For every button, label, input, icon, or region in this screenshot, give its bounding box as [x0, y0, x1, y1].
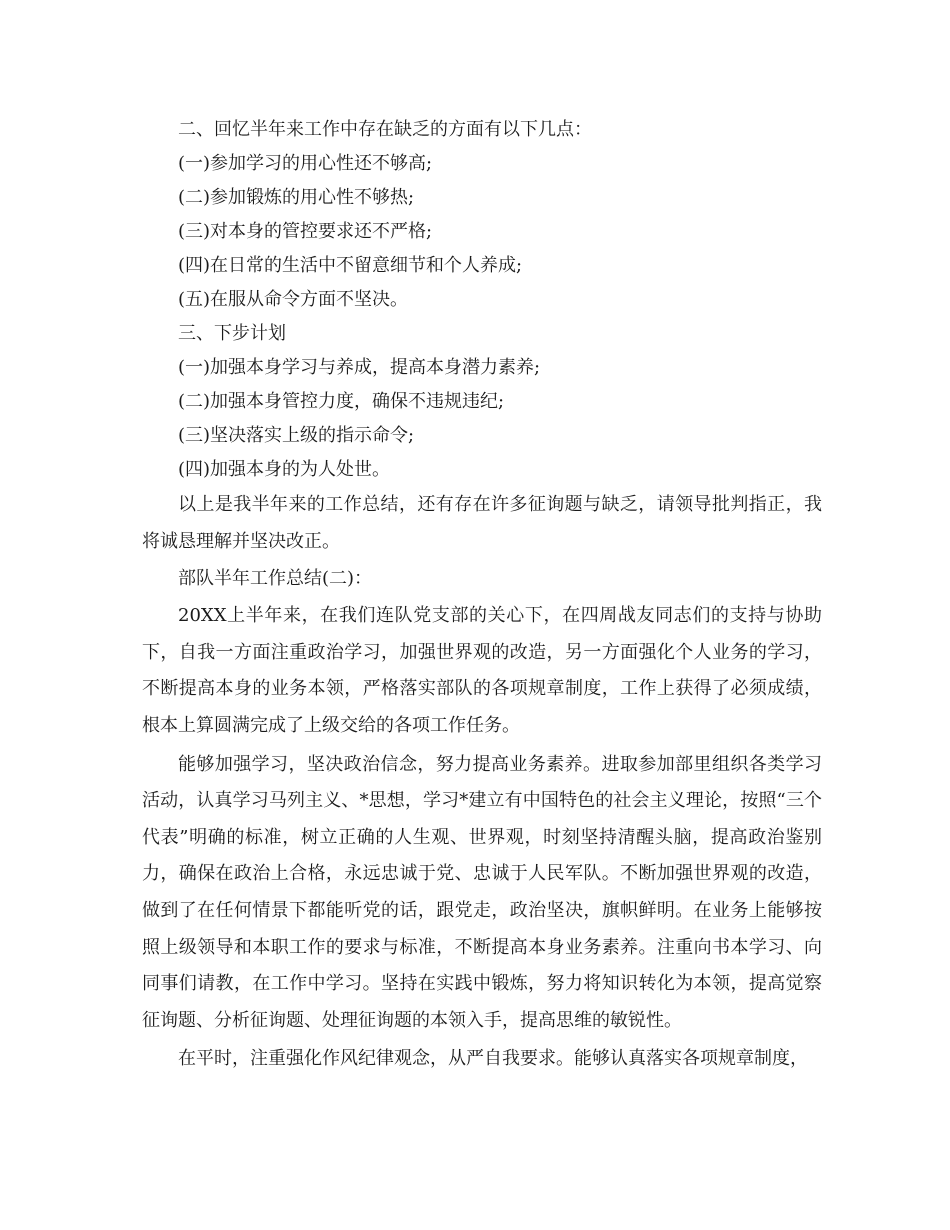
body-paragraph: 在平时，注重强化作风纪律观念，从严自我要求。能够认真落实各项规章制度，	[178, 1048, 808, 1070]
closing-paragraph: 以上是我半年来的工作总结，还有存在许多征询题与缺乏，请领导批判指正，我将诚恳理解并坚决改正。	[142, 494, 822, 552]
list-item: (四)在日常的生活中不留意细节和个人养成;	[178, 255, 523, 276]
list-item: (二)加强本身管控力度，确保不违规违纪;	[178, 391, 505, 412]
section-heading-plan: 三、下步计划	[178, 323, 286, 344]
document-body	[142, 113, 822, 1078]
list-item: (二)参加锻炼的用心性不够热;	[178, 187, 415, 208]
list-item: (一)加强本身学习与养成，提高本身潜力素养;	[178, 357, 541, 378]
body-paragraph: 20XX上半年来，在我们连队党支部的关心下，在四周战友同志们的支持与协助下，自我一方面注重政治学习，加强世界观的改造，另一方面强化个人业务的学习，不断提高本身的业务本领，严格落实部队的各项规章制度，工作上获得了必须成绩，根本上算圆满完成了上级交给的各项工作任务。	[142, 605, 822, 736]
list-item: (五)在服从命令方面不坚决。	[178, 289, 409, 310]
section-heading-shortcomings: 二、回忆半年来工作中存在缺乏的方面有以下几点：	[178, 119, 592, 140]
list-item: (四)加强本身的为人处世。	[178, 459, 391, 480]
body-paragraph: 能够加强学习，坚决政治信念，努力提高业务素养。进取参加部里组织各类学习活动，认真学习马列主义、*思想，学习*建立有中国特色的社会主义理论，按照“三个代表”明确的标准，树立正确的人生观、世界观，时刻坚持清醒头脑，提高政治鉴别力，确保在政治上合格，永远忠诚于党、忠诚于人民军队。不断加强世界观的改造，做到了在任何情景下都能听党的话，跟党走，政治坚决，旗帜鲜明。在业务上能够按照上级领导和本职工作的要求与标准，不断提高本身业务素养。注重向书本学习、向同事们请教，在工作中学习。坚持在实践中锻炼，努力将知识转化为本领，提高觉察征询题、分析征询题、处理征询题的本领入手，提高思维的敏锐性。	[142, 753, 822, 1031]
section-title: 部队半年工作总结(二)：	[178, 568, 373, 590]
list-item: (三)对本身的管控要求还不严格;	[178, 221, 433, 242]
list-item: (一)参加学习的用心性还不够高;	[178, 153, 433, 174]
list-item: (三)坚决落实上级的指示命令;	[178, 425, 415, 446]
